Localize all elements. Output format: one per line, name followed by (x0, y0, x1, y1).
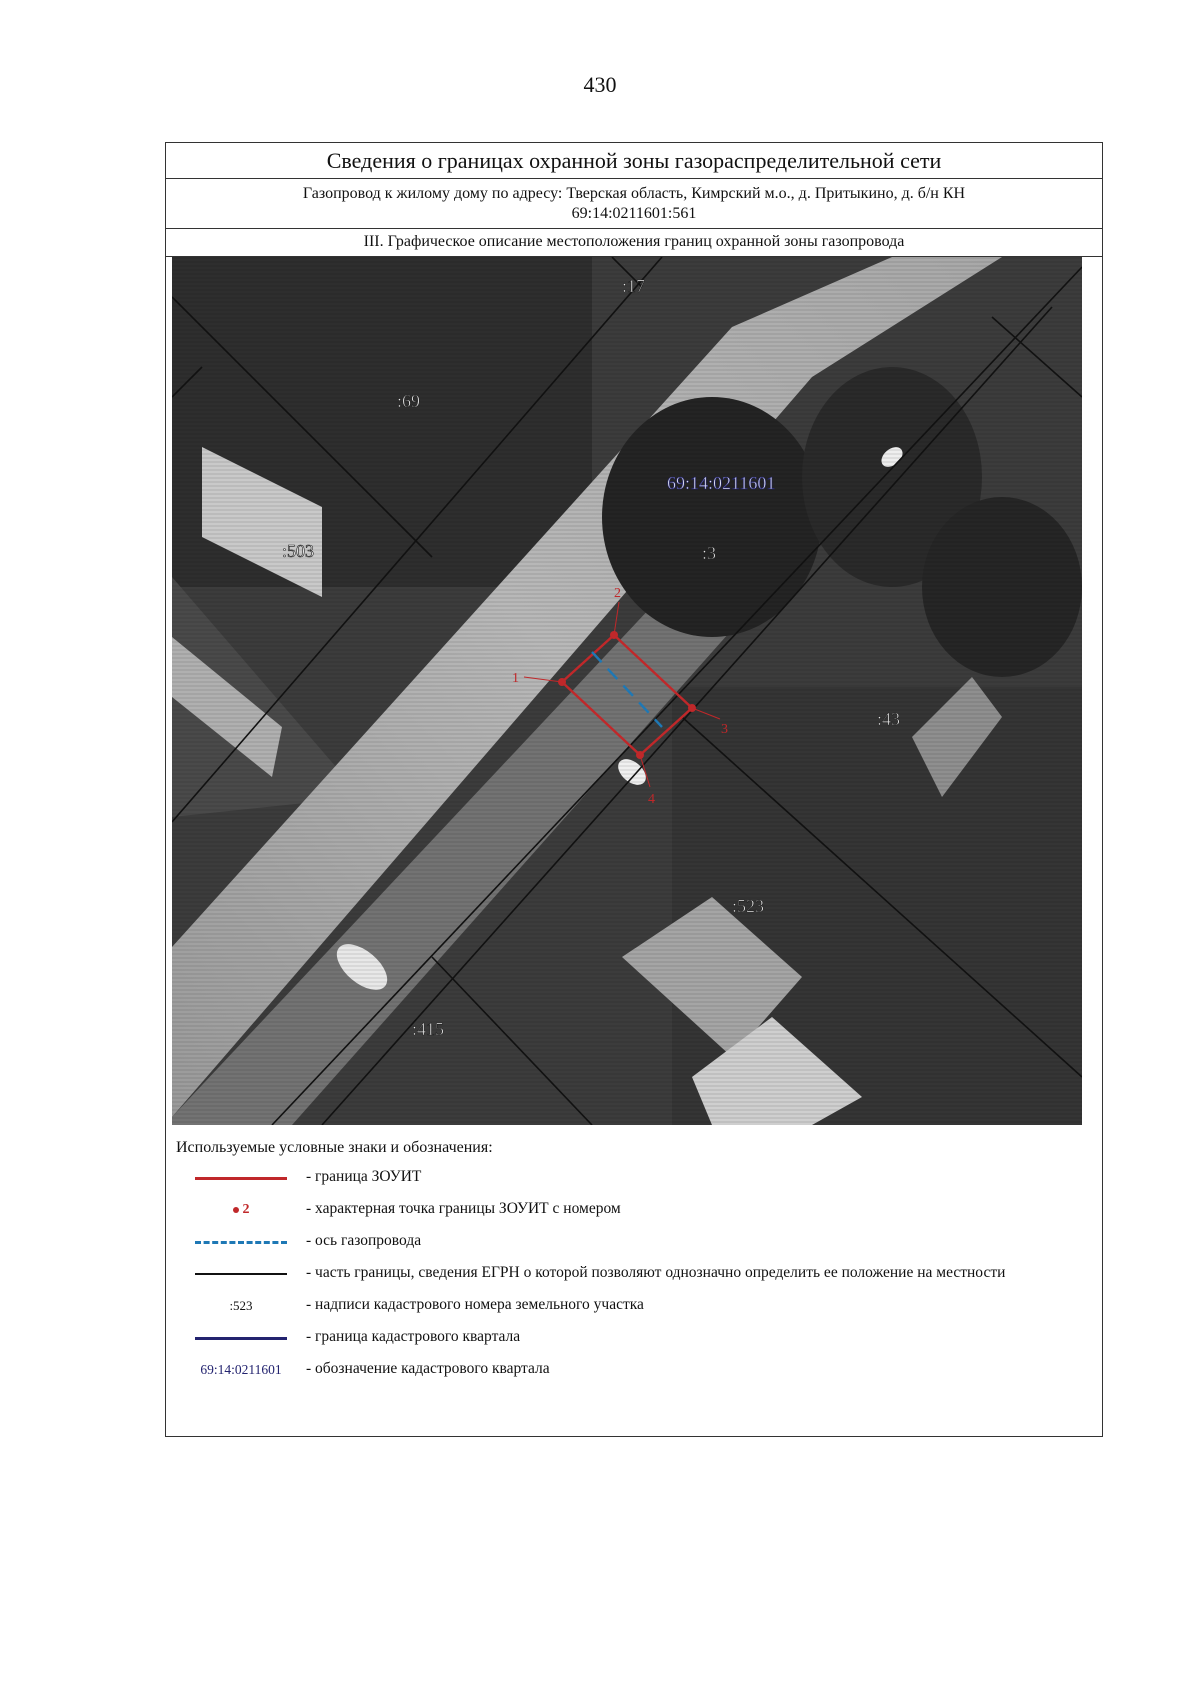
subtitle-line-1: Газопровод к жилому дому по адресу: Тверская область, Кимрский м.о., д. Притыкино, д. б/н КН (302, 185, 966, 202)
legend-symbol-blue-dash (176, 1231, 306, 1253)
point-number-sample: 2 (242, 1202, 250, 1217)
point-label-4: 4 (648, 792, 655, 807)
legend-symbol-quarter (176, 1359, 306, 1381)
subtitle-line-2: 69:14:0211601:561 (571, 205, 697, 222)
point-label-3: 3 (721, 722, 728, 737)
red-line-sample (195, 1177, 287, 1180)
doc-title: Сведения о границах охранной зоны газораспределительной сети (166, 143, 1102, 179)
legend-text: - граница ЗОУИТ (306, 1168, 422, 1185)
document-frame (165, 142, 1103, 1437)
point-dot-icon (233, 1207, 239, 1213)
legend-symbol-text (176, 1295, 306, 1317)
parcel-label-43: :43 (877, 709, 901, 729)
quarter-label-sample: 69:14:0211601 (200, 1362, 282, 1377)
parcel-label-503: :503 (282, 541, 315, 561)
aerial-map (172, 257, 1082, 1125)
black-line-sample (195, 1273, 287, 1275)
section-title: III. Графическое описание местоположения границ охранной зоны газопровода (166, 229, 1102, 257)
parcel-label-sample: :523 (229, 1298, 253, 1313)
legend-symbol-red-point (176, 1199, 306, 1221)
navy-line-sample (195, 1337, 287, 1340)
legend-symbol-navy-line (176, 1327, 306, 1349)
point-label-2: 2 (614, 586, 621, 601)
legend-row-quarter-boundary (176, 1327, 1092, 1349)
legend-row-boundary-point (176, 1199, 1092, 1221)
parcel-label-523: :523 (732, 896, 765, 916)
legend-text: - граница кадастрового квартала (306, 1328, 521, 1345)
legend-text: - надписи кадастрового номера земельного участка (306, 1296, 644, 1313)
legend-symbol-red-line (176, 1167, 306, 1189)
parcel-label-415: :415 (412, 1019, 445, 1039)
legend-row-egrn-boundary (176, 1263, 1092, 1285)
parcel-label-3: :3 (702, 543, 717, 563)
blue-dash-sample (195, 1241, 287, 1244)
legend-text: - характерная точка границы ЗОУИТ с номером (306, 1200, 621, 1217)
legend (166, 1125, 1102, 1381)
parcel-label-17: :17 (622, 276, 646, 296)
parcel-label-69: :69 (397, 391, 421, 411)
legend-row-zouit-boundary (176, 1167, 1092, 1189)
quarter-label: 69:14:0211601 (667, 473, 776, 493)
point-label-1: 1 (512, 671, 519, 686)
doc-subtitle (166, 179, 1102, 229)
legend-text: - часть границы, сведения ЕГРН о которой позволяют однозначно определить ее положение на местности (306, 1264, 1006, 1281)
legend-row-pipeline-axis (176, 1231, 1092, 1253)
legend-row-parcel-label (176, 1295, 1092, 1317)
legend-row-quarter-label (176, 1359, 1092, 1381)
legend-text: - ось газопровода (306, 1232, 422, 1249)
legend-text: - обозначение кадастрового квартала (306, 1360, 550, 1377)
page-number: 430 (583, 72, 617, 97)
legend-symbol-black-line (176, 1263, 306, 1285)
map-svg (172, 257, 1082, 1125)
legend-title: Используемые условные знаки и обозначения: (176, 1139, 493, 1156)
red-point-sample (233, 1202, 250, 1218)
